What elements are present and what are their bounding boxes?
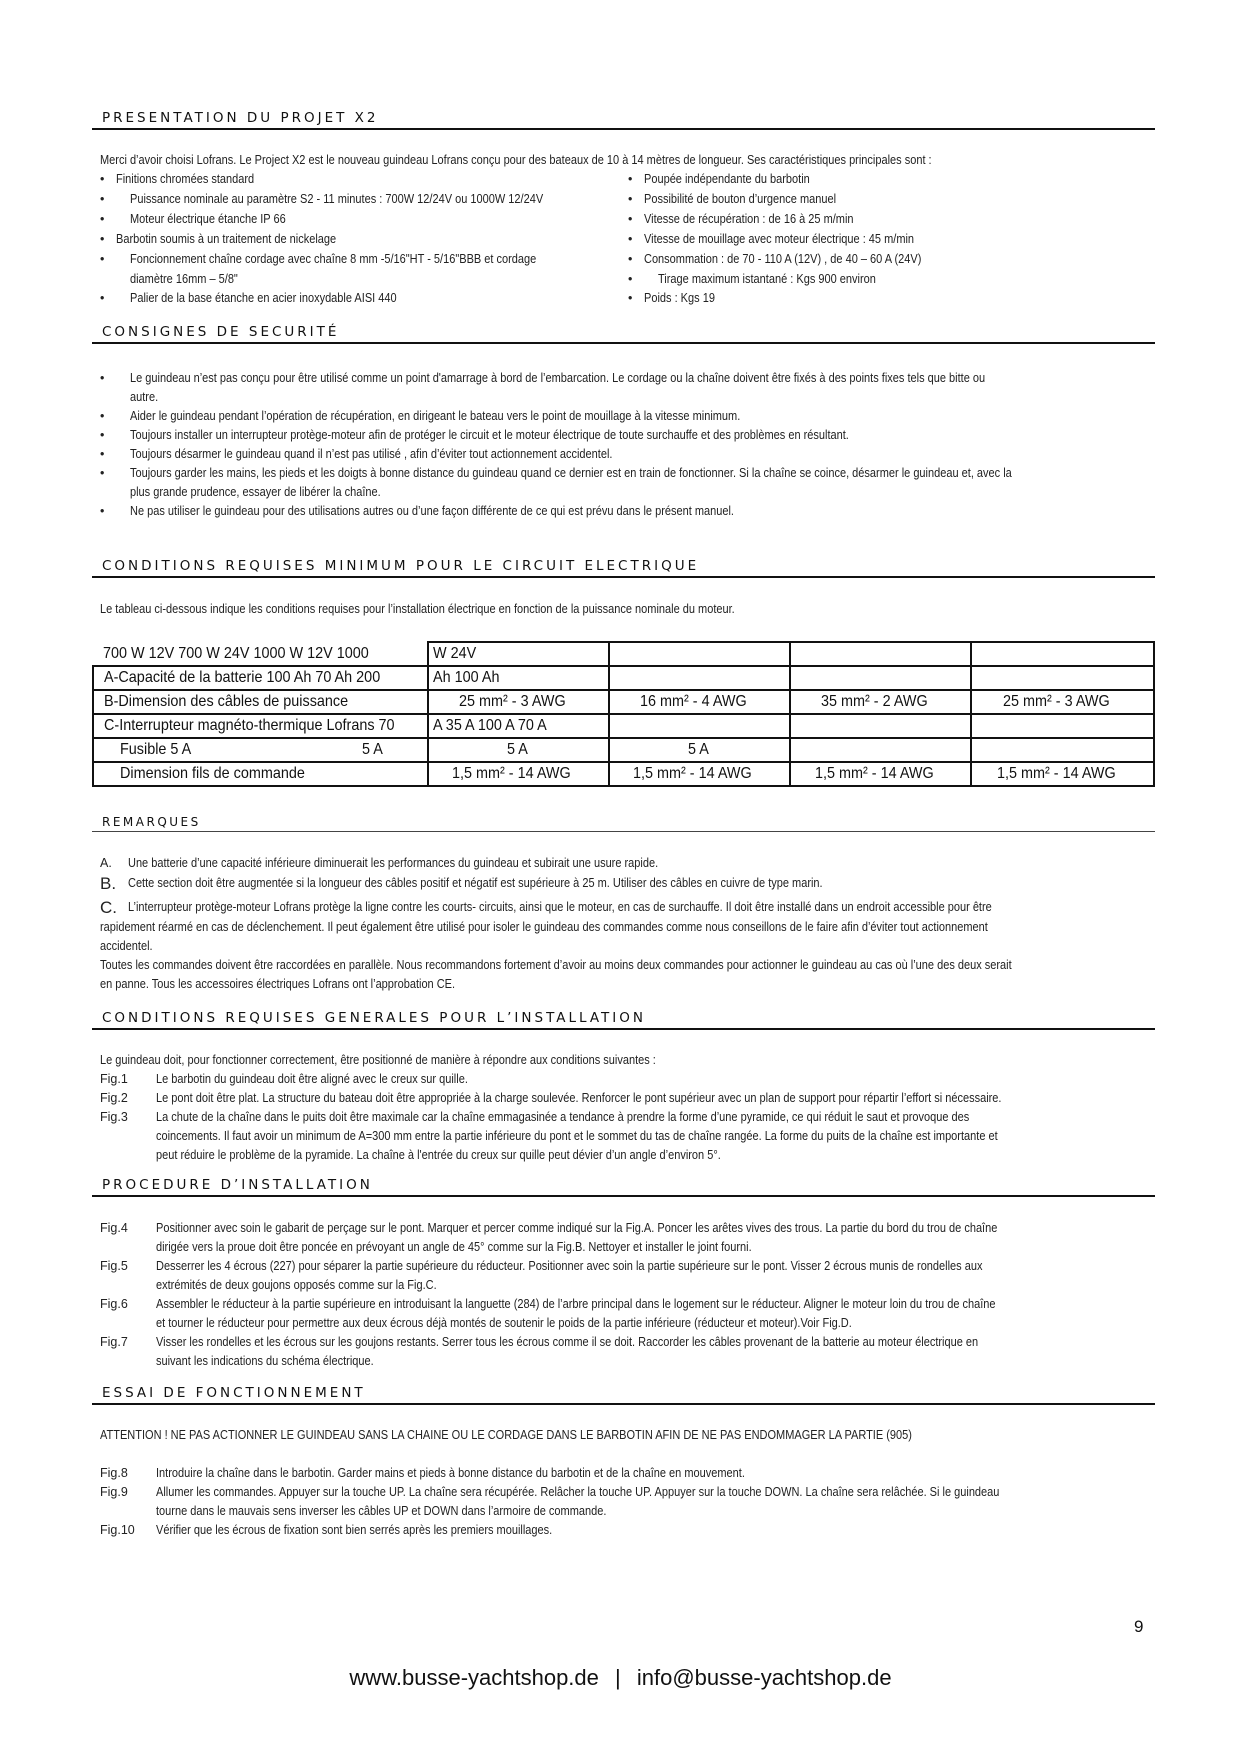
safety-item: plus grande prudence, essayer de libérer la chaîne. bbox=[130, 485, 381, 499]
remark-letter: B. bbox=[100, 874, 117, 893]
table-cell bbox=[790, 666, 971, 690]
section-heading-general: CONDITIONS REQUISES GENERALES POUR L’INSTALLATION bbox=[92, 1010, 1155, 1030]
table-cell: 16 mm² - 4 AWG bbox=[609, 690, 790, 714]
footer-separator: | bbox=[615, 1665, 621, 1690]
safety-item: • Le guindeau n’est pas conçu pour être utilisé comme un point d'amarrage à bord de l’embarcation. Le cordage ou la chaîne doivent être fixés à des points fixes tels que bitte ou bbox=[100, 371, 986, 385]
safety-item: • Toujours garder les mains, les pieds et les doigts à bonne distance du guindeau quand ce dernier est en train de fonctionner. Si la chaîne se coince, désarmer le guindeau et, avec la bbox=[100, 466, 1012, 480]
table-cell: Ah 100 Ah bbox=[428, 666, 609, 690]
table-row-label: Dimension fils de commande bbox=[93, 762, 428, 786]
section-heading-presentation: PRESENTATION DU PROJET X2 bbox=[92, 110, 1155, 130]
table-cell bbox=[609, 666, 790, 690]
safety-item: • Toujours désarmer le guindeau quand il n’est pas utilisé , afin d’éviter tout actionnement accidentel. bbox=[100, 447, 613, 461]
table-cell: 35 mm² - 2 AWG bbox=[790, 690, 971, 714]
section-heading-electrical: CONDITIONS REQUISES MINIMUM POUR LE CIRCUIT ELECTRIQUE bbox=[92, 558, 1155, 578]
table-cell bbox=[609, 714, 790, 738]
section-heading-procedure: PROCEDURE D’INSTALLATION bbox=[92, 1177, 1155, 1197]
remark-c-cont: rapidement réarmé en cas de déclenchement. Il peut également être utilisé pour isoler le guindeau des commandes comme nous conseillons de le faire afin d’éviter tout actionnement bbox=[100, 920, 988, 934]
table-cell bbox=[971, 714, 1154, 738]
table-cell: A 35 A 100 A 70 A bbox=[428, 714, 609, 738]
footer-website-link[interactable]: www.busse-yachtshop.de bbox=[349, 1665, 599, 1690]
manual-page: PRESENTATION DU PROJET X2 Merci d’avoir choisi Lofrans. Le Project X2 est le nouveau guindeau Lofrans conçu pour des bateaux de 10 à 14 mètres de longueur. Ses caractéristiques principales sont : • Finitions chromées standard • Puissance nominale au paramètre S2 - 11 minutes : 700W 12/24V ou 1000W 12/24V • Moteur électrique étanche IP 66 • Barbotin soumis à un traitement de nickelage • Foncionnement chaîne cordage avec chaîne 8 mm -5/16"HT - 5/16"BBB et cordage diamètre 16mm – 5/8" • Palier de la base étanche en acier inoxydable AISI 440 • Poupée indépendante du barbotin • Possibilité de bouton d’urgence manuel • Vitesse de récupération : de 16 à 25 m/min • Vitesse de mouillage avec moteur électrique : 45 m/min • Consommation : de 70 - 110 A (12V) , de 40 – 60 A (24V) • Tirage maximum istantané : Kgs 900 environ • Poids : Kgs 19 CONSIGNES DE SECURITÉ • Le guindeau n’est pas conçu pour être utilisé comme un point d'amarrage à bord de l’embarcation. Le cordage ou la chaîne doivent être fixés à des points fixes tels que bitte ou autre. • Aider le guindeau pendant l’opération de récupération, en dirigeant le bateau vers le point de mouillage à la vitesse minimum. • Toujours installer un interrupteur protège-moteur afin de protéger le circuit et le moteur électrique de toute surchauffe et des problèmes en résultant. • Toujours désarmer le guindeau quand il n’est pas utilisé , afin d’éviter tout actionnement accidentel. • Toujours garder les mains, les pieds et les doigts à bonne distance du guindeau quand ce dernier est en train de fonctionner. Si la chaîne se coince, désarmer le guindeau et, avec la plus grande prudence, essayer de libérer la chaîne. • Ne pas utiliser le guindeau pour des utilisations autres ou d’une façon différente de ce qui est prévu dans le présent manuel. CONDITIONS REQUISES MINIMUM POUR LE CIRCUIT ELECTRIQUE Le tableau ci-dessous indique les conditions requises pour l’installation électrique en fonction de la puissance nominale du moteur. 700 W 12V 700 W 24V 1000 W 12V 1000 W 24V A-Capacité de la batterie 100 Ah 70 Ah 200 Ah 100 Ah B-Dimension des câbles de puissance 25 mm² - 3 AWG 16 mm² - 4 AWG 35 mm² - 2 AWG 25 mm² - 3 AWG C-Interrupteur magnéto-thermique Lofrans 70 A 35 A 100 A 70 A Fusible 5 A 5 A 5 A 5 A Dimension fils de commande 1,5 mm² - 14 AWG 1,5 mm² - 14 AWG 1,5 mm² - 14 AWG 1,5 mm² - 14 AWG REMARQUES A. Une batterie d’une capacité inférieure diminuerait les performances du guindeau et subirait une usure rapide. B. Cette section doit être augmentée si la longueur des câbles positif et négatif est supérieure à 25 m. Utiliser des câbles en cuivre de type marin. C. L’interrupteur protège-moteur Lofrans protège la ligne contre les courts- circuits, ainsi que le moteur, en cas de surchauffe. Il doit être installé dans un endroit accessible pour être rapidement réarmé en cas de déclenchement. Il peut également être utilisé pour isoler le guindeau des commandes comme nous conseillons de le faire afin d’éviter tout actionnement accidentel. Toutes les commandes doivent être raccordées en parallèle. Nous recommandons fortement d’avoir au moins deux commandes pour actionner le guindeau au cas où l’une des deux serait en panne. Tous les accessoires électriques Lofrans ont l’approbation CE. CONDITIONS REQUISES GENERALES POUR L’INSTALLATION Le guindeau doit, pour fonctionner correctement, être positionné de manière à répondre aux conditions suivantes : Fig.1 Le barbotin du guindeau doit être aligné avec le creux sur quille. Fig.2 Le pont doit être plat. La structure du bateau doit être appropriée à la charge soulevée. Renforcer le pont supérieur avec un plan de support pour répartir l’effort si nécessaire. Fig.3 La chute de la chaîne dans le puits doit être maximale car la chaîne emmagasinée a tendance à prendre la forme d’une pyramide, ce qui réduit le saut et provoque des coincements. Il faut avoir un minimum de A=300 mm entre la partie inférieure du pont et le sommet du tas de chaîne rangée. La forme du puits de la chaîne est importante et peut réduire le problème de la pyramide. La chaîne à l'entrée du creux sur quille peut dévier d’un angle d’environ 5°. PROCEDURE D’INSTALLATION Fig.4 Positionner avec soin le gabarit de perçage sur le pont. Marquer et percer comme indiqué sur la Fig.A. Poncer les arêtes vives des trous. La partie du bord du trou de chaîne dirigée vers la proue doit être poncée en prévoyant un angle de 45° comme sur la Fig.B. Nettoyer et installer le joint fourni. Fig.5 Desserrer les 4 écrous (227) pour séparer la partie supérieure du réducteur. Positionner avec soin la partie supérieure sur le pont. Visser 2 écrous munis de rondelles aux extrémités de deux goujons opposés comme sur la Fig.C. Fig.6 Assembler le réducteur à la partie supérieure en introduisant la languette (284) de l’arbre principal dans le logement sur le réducteur. Aligner le moteur loin du trou de chaîne et tourner le réducteur pour permettre aux deux écrous déjà montés de soutenir le poids de la partie inférieure (réducteur et moteur).Voir Fig.D. Fig.7 Visser les rondelles et les écrous sur les goujons restants. Serrer tous les écrous comme il se doit. Raccorder les câbles provenant de la batterie au moteur électrique en suivant les indications du schéma électrique. ESSAI DE FONCTIONNEMENT ATTENTION ! NE PAS ACTIONNER LE GUINDEAU SANS LA CHAINE OU LE CORDAGE DANS LE BARBOTIN AFIN DE NE PAS ENDOMMAGER LA PARTIE (905) Fig.8 Introduire la chaîne dans le barbotin. Garder mains et pieds à bonne distance du barbotin et de la chaîne en mouvement. Fig.9 Allumer les commandes. Appuyer sur la touche UP. La chaîne sera récupérée. Relâcher la touche UP. Appuyer sur la touche DOWN. La chaîne sera relâchée. Si le guindeau tourne dans le mauvais sens inverser les câbles UP et DOWN dans l’armoire de commande. Fig.10 Vérifier que les écrous de fixation sont bien serrés après les premiers mouillages. 9 www.busse-yachtshop.de | info@busse-yachtshop.de bbox=[0, 0, 1241, 1754]
table-cell: 25 mm² - 3 AWG bbox=[971, 690, 1154, 714]
table-row-label: A-Capacité de la batterie 100 Ah 70 Ah 200 bbox=[93, 666, 428, 690]
table-cell: 1,5 mm² - 14 AWG bbox=[790, 762, 971, 786]
table-row bbox=[93, 690, 1154, 714]
table-row-label: B-Dimension des câbles de puissance bbox=[93, 690, 428, 714]
table-header-cell bbox=[609, 642, 790, 666]
table-header-lead: 700 W 12V 700 W 24V 1000 W 12V 1000 bbox=[93, 642, 428, 666]
table-row bbox=[93, 714, 1154, 738]
presentation-intro: Merci d’avoir choisi Lofrans. Le Project X2 est le nouveau guindeau Lofrans conçu pour des bateaux de 10 à 14 mètres de longueur. Ses caractéristiques principales sont : bbox=[100, 153, 932, 167]
section-heading-remarks: REMARQUES bbox=[92, 815, 1155, 832]
remark-letter: A. bbox=[100, 856, 112, 870]
remark-letter: C. bbox=[100, 898, 117, 917]
remark-d: en panne. Tous les accessoires électriques Lofrans ont l’approbation CE. bbox=[100, 977, 456, 991]
table-cell: 5 A bbox=[428, 738, 609, 762]
table-row-label: C-Interrupteur magnéto-thermique Lofrans 70 bbox=[93, 714, 428, 738]
safety-item: • Aider le guindeau pendant l’opération de récupération, en dirigeant le bateau vers le point de mouillage à la vitesse minimum. bbox=[100, 409, 741, 423]
table-cell: 25 mm² - 3 AWG bbox=[428, 690, 609, 714]
table-header-cell bbox=[971, 642, 1154, 666]
electrical-intro: Le tableau ci-dessous indique les conditions requises pour l’installation électrique en fonction de la puissance nominale du moteur. bbox=[100, 602, 735, 616]
safety-item: • Toujours installer un interrupteur protège-moteur afin de protéger le circuit et le moteur électrique de toute surchauffe et des problèmes en résultant. bbox=[100, 428, 849, 442]
safety-item: • Ne pas utiliser le guindeau pour des utilisations autres ou d’une façon différente de ce qui est prévu dans le présent manuel. bbox=[100, 504, 734, 518]
test-warning: ATTENTION ! NE PAS ACTIONNER LE GUINDEAU SANS LA CHAINE OU LE CORDAGE DANS LE BARBOTIN AFIN DE NE PAS ENDOMMAGER LA PARTIE (905) bbox=[100, 1428, 912, 1442]
safety-list bbox=[100, 369, 1155, 521]
table-cell: 1,5 mm² - 14 AWG bbox=[609, 762, 790, 786]
remark-c-cont: accidentel. bbox=[100, 939, 153, 953]
table-row bbox=[93, 762, 1154, 786]
table-cell: 1,5 mm² - 14 AWG bbox=[428, 762, 609, 786]
table-row bbox=[93, 642, 1154, 666]
table-row-label: Fusible 5 A 5 A bbox=[93, 738, 428, 762]
table-cell bbox=[971, 738, 1154, 762]
electrical-spec-table bbox=[92, 641, 1155, 787]
table-cell bbox=[790, 714, 971, 738]
page-number: 9 bbox=[1134, 1617, 1144, 1636]
general-intro: Le guindeau doit, pour fonctionner correctement, être positionné de manière à répondre aux conditions suivantes : bbox=[100, 1053, 656, 1067]
table-cell: 5 A bbox=[609, 738, 790, 762]
footer bbox=[0, 1665, 1241, 1691]
table-row bbox=[93, 666, 1154, 690]
section-heading-test: ESSAI DE FONCTIONNEMENT bbox=[92, 1385, 1155, 1405]
table-cell bbox=[971, 666, 1154, 690]
table-row bbox=[93, 738, 1154, 762]
remark-d: Toutes les commandes doivent être raccordées en parallèle. Nous recommandons fortement d’avoir au moins deux commandes pour actionner le guindeau au cas où l’une des deux serait bbox=[100, 958, 1012, 972]
footer-email-link[interactable]: info@busse-yachtshop.de bbox=[636, 1665, 892, 1690]
table-header-cell bbox=[790, 642, 971, 666]
section-heading-safety: CONSIGNES DE SECURITÉ bbox=[92, 324, 1155, 344]
table-cell: 1,5 mm² - 14 AWG bbox=[971, 762, 1154, 786]
table-header-cell: W 24V bbox=[428, 642, 609, 666]
safety-item: autre. bbox=[130, 390, 159, 404]
table-cell bbox=[790, 738, 971, 762]
